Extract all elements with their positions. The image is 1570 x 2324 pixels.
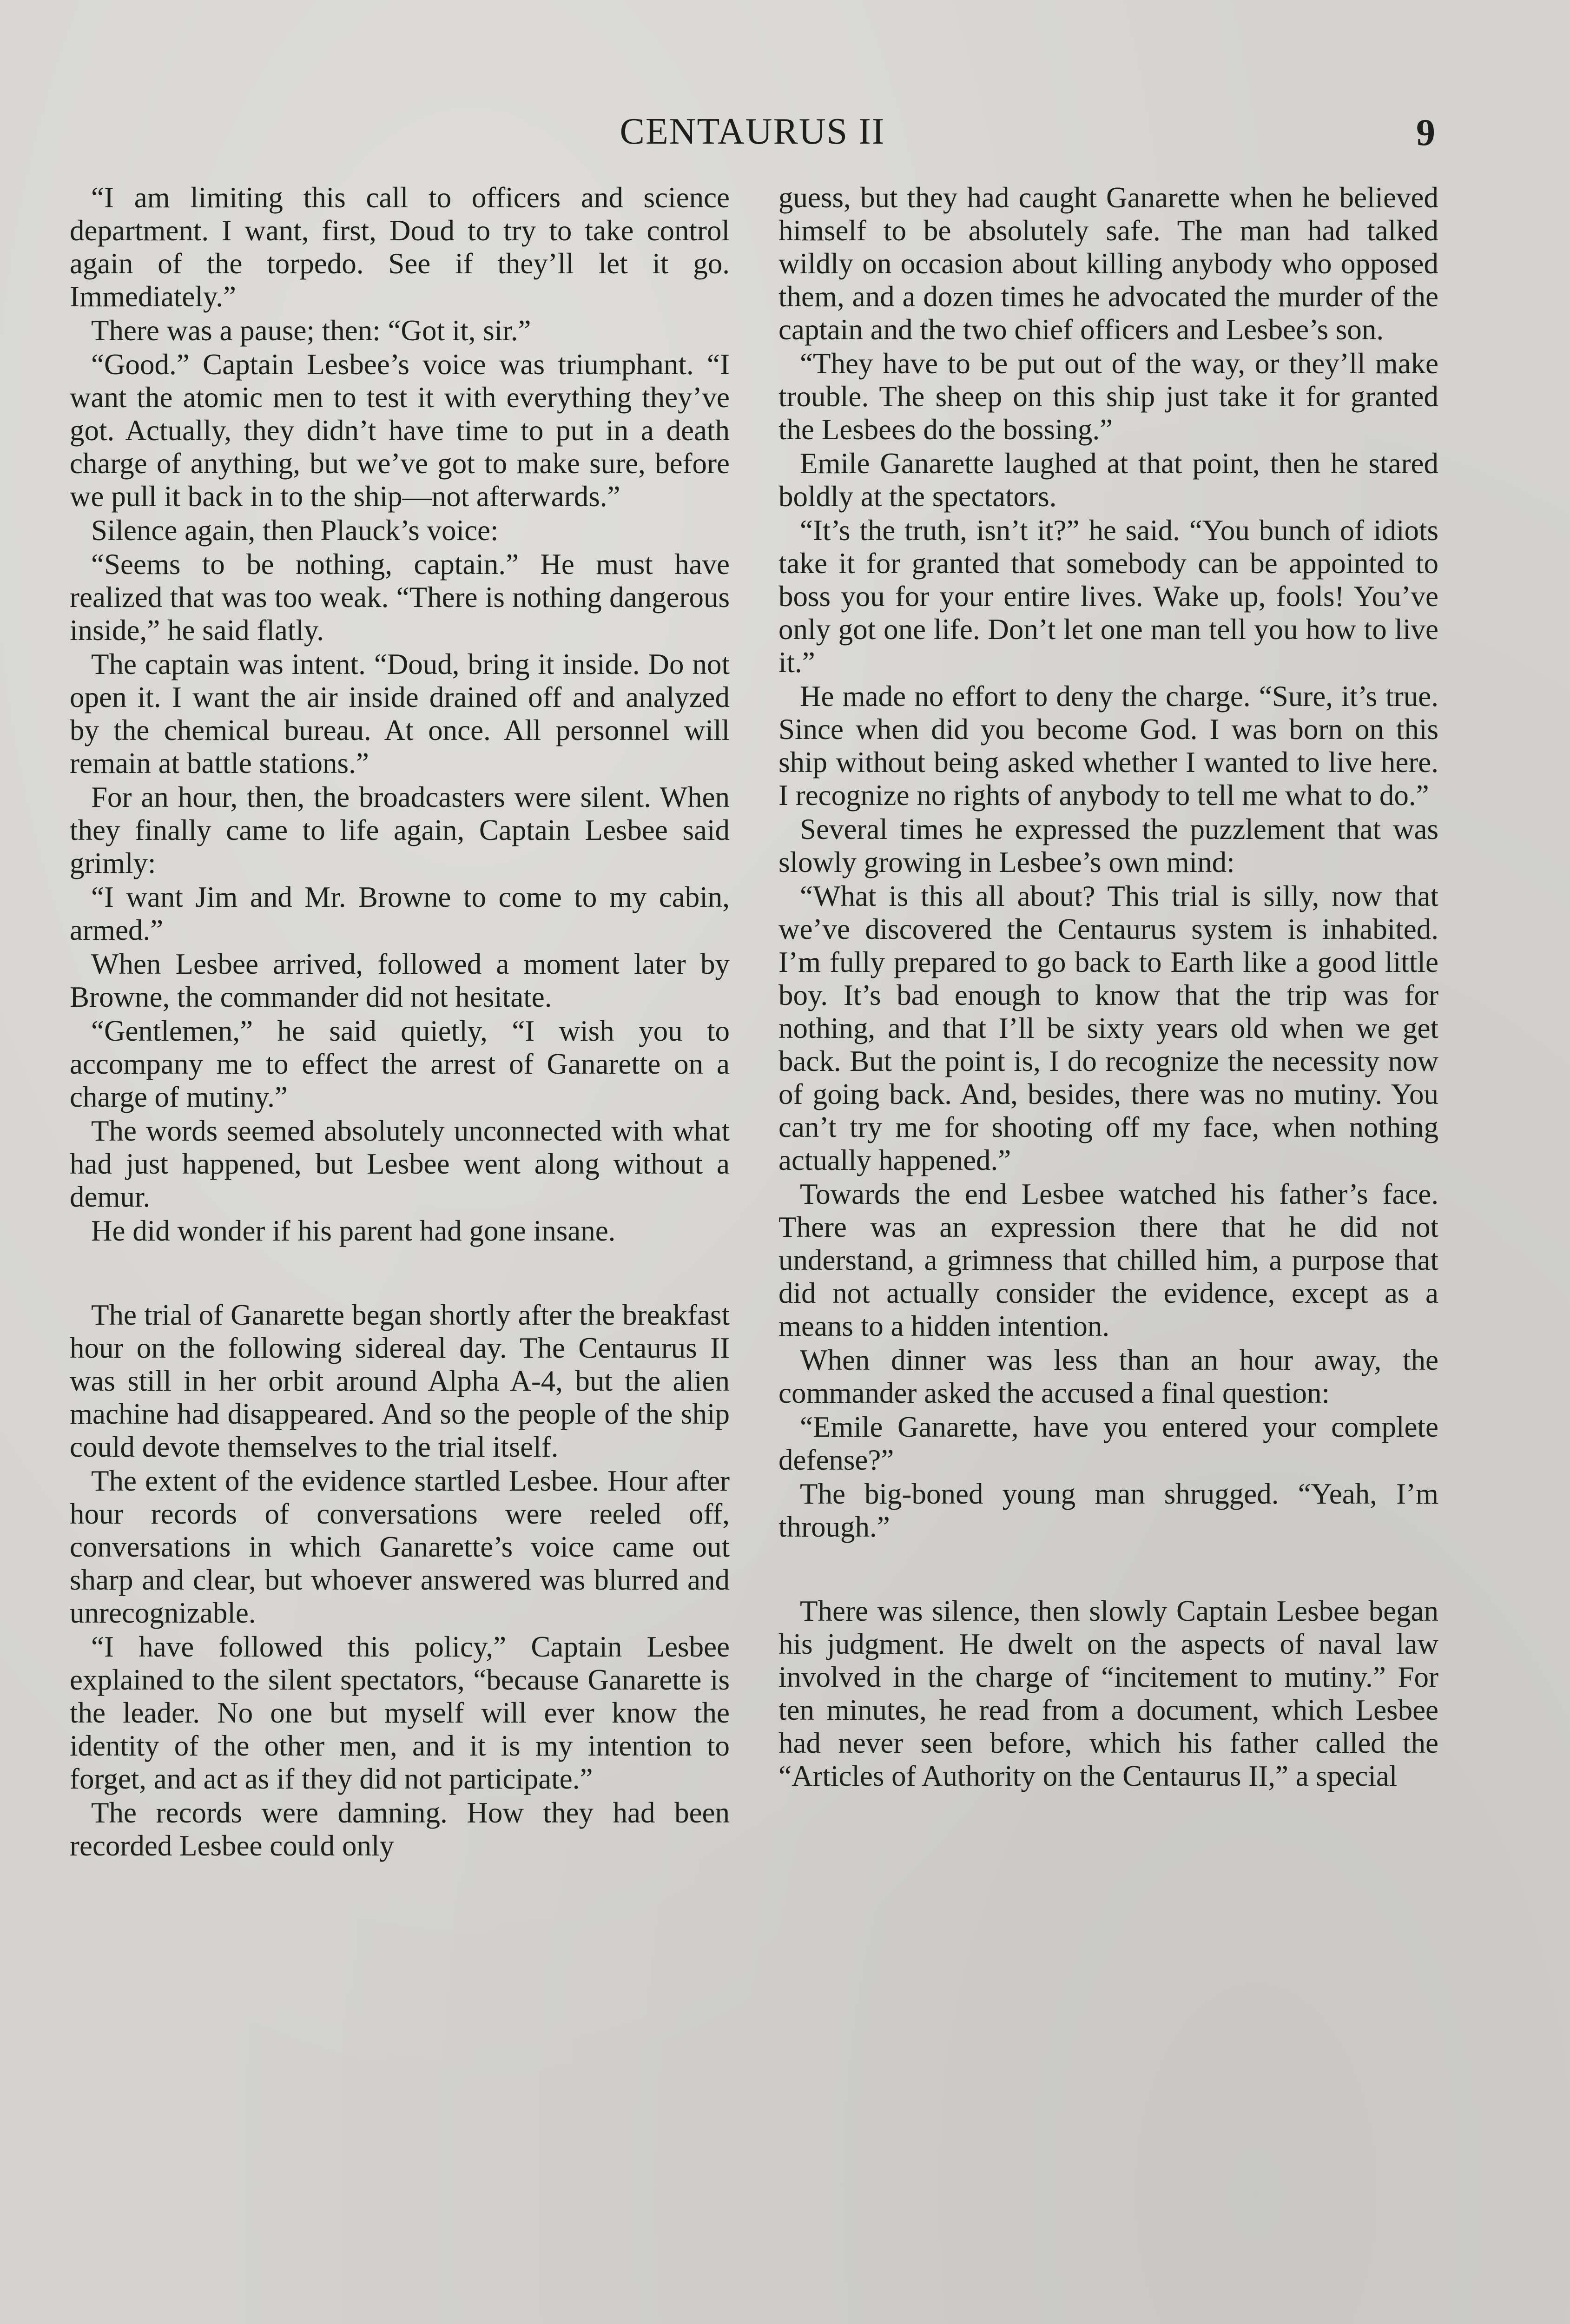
text-columns	[70, 181, 1438, 2264]
paragraph: “I want Jim and Mr. Browne to come to my cabin, armed.”	[70, 881, 730, 946]
paragraph: “They have to be put out of the way, or they’ll make trouble. The sheep on this ship just take it for granted the Lesbees do the bossing.”	[778, 347, 1438, 446]
paragraph: “I am limiting this call to officers and science department. I want, first, Doud to try to take control again of the torpedo. See if they’ll let it go. Immediately.”	[70, 181, 730, 313]
paragraph: He made no effort to deny the charge. “Sure, it’s true. Since when did you become God. I was born on this ship without being asked whether I wanted to live here. I recognize no rights of anybody to tell me what to do.”	[778, 680, 1438, 812]
paragraph: The trial of Ganarette began shortly after the breakfast hour on the following sidereal day. The Centaurus II was still in her orbit around Alpha A-4, but the alien machine had disappeared. And so the people of the ship could devote themselves to the trial itself.	[70, 1299, 730, 1463]
paragraph: When Lesbee arrived, followed a moment later by Browne, the commander did not hesitate.	[70, 948, 730, 1013]
paragraph: The captain was intent. “Doud, bring it inside. Do not open it. I want the air inside drained off and analyzed by the chemical bureau. At once. All personnel will remain at battle stations.”	[70, 648, 730, 779]
paragraph: Silence again, then Plauck’s voice:	[91, 514, 499, 547]
paragraph: There was silence, then slowly Captain Lesbee began his judgment. He dwelt on the aspects of naval law involved in the charge of “incitement to mutiny.” For ten minutes, he read from a document, which Lesbee had never seen before, which his father called the “Articles of Authority on the Centaurus II,” a special	[778, 1595, 1438, 1792]
paragraph: The big-boned young man shrugged. “Yeah, I’m through.”	[778, 1478, 1438, 1543]
paragraph: “It’s the truth, isn’t it?” he said. “You bunch of idiots take it for granted that somebody can be appointed to boss you for your entire lives. Wake up, fools! You’ve only got one life. Don’t let one man tell you how to live it.”	[778, 514, 1438, 679]
running-title: CENTAURUS II	[620, 111, 885, 152]
paragraph: “Emile Ganarette, have you entered your complete defense?”	[778, 1411, 1438, 1476]
paragraph: “Seems to be nothing, captain.” He must have realized that was too weak. “There is nothing dangerous inside,” he said flatly.	[70, 548, 730, 647]
paragraph: The words seemed absolutely unconnected with what had just happened, but Lesbee went along without a demur.	[70, 1115, 730, 1213]
paragraph: guess, but they had caught Ganarette when he believed himself to be absolutely safe. The man had talked wildly on occasion about killing anybody who opposed them, and a dozen times he advocated the murder of the captain and the two chief officers and Lesbee’s son.	[778, 181, 1438, 346]
paragraph: “What is this all about? This trial is silly, now that we’ve discovered the Centaurus system is inhabited. I’m fully prepared to go back to Earth like a good little boy. It’s bad enough to know that the trip was for nothing, and that I’ll be sixty years old when we get back. But the point is, I do recognize the necessity now of going back. And, besides, there was no mutiny. You can’t try me for shooting off my face, when nothing actually happened.”	[778, 880, 1438, 1176]
page-number: 9	[1416, 111, 1435, 153]
paragraph: The records were damning. How they had been recorded Lesbee could only	[70, 1796, 730, 1862]
paragraph: He did wonder if his parent had gone insane.	[91, 1215, 616, 1247]
paragraph: The extent of the evidence startled Lesbee. Hour after hour records of conversations were reeled off, conversations in which Ganarette’s voice came out sharp and clear, but whoever answered was blurred and unrecognizable.	[70, 1465, 730, 1629]
running-head	[70, 111, 1435, 162]
paragraph: There was a pause; then: “Got it, sir.”	[91, 314, 531, 347]
paragraph: “I have followed this policy,” Captain Lesbee explained to the silent spectators, “because Ganarette is the leader. No one but myself will ever know the identity of the other men, and it is my intention to forget, and act as if they did not participate.”	[70, 1631, 730, 1795]
paragraph: Emile Ganarette laughed at that point, then he stared boldly at the spectators.	[778, 447, 1438, 513]
paragraph: For an hour, then, the broadcasters were silent. When they finally came to life again, Captain Lesbee said grimly:	[70, 781, 730, 879]
left-column	[70, 181, 730, 2264]
paragraph: Towards the end Lesbee watched his father’s face. There was an expression there that he did not understand, a grimness that chilled him, a purpose that did not actually consider the evidence, except as a means to a hidden intention.	[778, 1178, 1438, 1342]
right-column	[778, 181, 1438, 2264]
paragraph: Several times he expressed the puzzlement that was slowly growing in Lesbee’s own mind:	[778, 813, 1438, 878]
paragraph: When dinner was less than an hour away, the commander asked the accused a final question:	[778, 1344, 1438, 1409]
paragraph: “Good.” Captain Lesbee’s voice was triumphant. “I want the atomic men to test it with everything they’ve got. Actually, they didn’t have time to put in a death charge of anything, but we’ve got to make sure, before we pull it back in to the ship—not afterwards.”	[70, 348, 730, 513]
paragraph: “Gentlemen,” he said quietly, “I wish you to accompany me to effect the arrest of Ganarette on a charge of mutiny.”	[70, 1015, 730, 1113]
